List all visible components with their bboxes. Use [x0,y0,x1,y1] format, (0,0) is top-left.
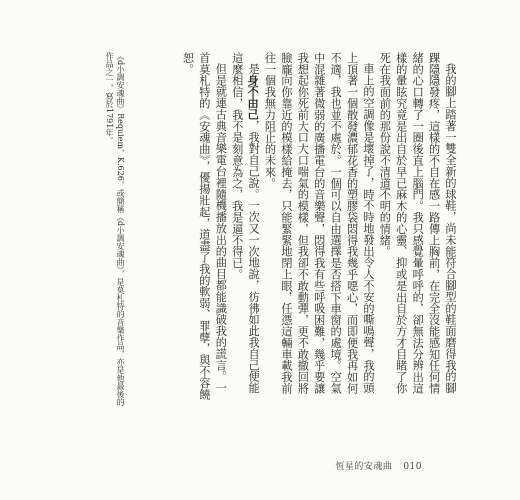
paragraph-2: 車上的空調像是壞掉了，時不時地發出令人不安的嘶鳴聲，我的頭上頂著一個散發濃郁花香的塑膠袋悶得我幾乎噁心，而即便我再如何不適，我也並不處於。一個可以自由選擇是否搭下車窗的處境。空氣中混雜著微弱的廣播電台的音樂聲，悶得我有些呼吸困難，幾乎要讓我想起你死前大口大口喘氣的模樣，但我卻不敢動彈，更不敢撤回將臉龐向你靠近的模樣給掩去，只能緊緊地閉上眼，任憑這輛車載我前往一個我無力阻止的未來。 [263,52,375,394]
page-footer [327,459,422,472]
emphasis-phrase: 身不由己 [246,74,261,121]
paragraph-1: 我的腳上踏著一雙全新的球鞋，尚未能符合腳型的鞋面磨得我的腳踝隱隱發疼，這樣的不自在感一路傳上胸前，在完全沒能感知任何情緒的心口轉了一圈後直上腦門。我只感覺暈呼呼的，卻無法分辨出這樣的暈眩究竟是出自於早已麻木的心靈、抑或是出自於方才目睹了你死在我面前的那份說不清道不明的情緒。 [378,52,457,394]
paragraph-3-post: ，我對自己說。一次又一次地說，彷彿如此我自己便能這麼相信，我不是刻意為之，我是逼不得已。 [230,52,261,394]
footnote-column [104,52,126,412]
running-title: 恆星的安魂曲 [335,462,393,472]
paragraph-3-pre: 是 [247,63,261,75]
footnote-text: 《d小調安魂曲》Requiem，K.626，或簡稱《d小調安魂曲》，是莫札特的音樂作品，亦是他最後的作品之一，寫於1791年。 [105,52,125,406]
main-text-column [165,52,458,402]
page-number: 010 [403,462,422,472]
paragraph-4: 但是就連古典音樂電台裡隨機播放出的曲目都能識破我的謊言。一首莫札特的《安魂曲》，優揚壯起，道盡了我的軟弱、罪孽，與不容饒恕。 [181,52,228,400]
paragraph-3 [228,52,261,402]
